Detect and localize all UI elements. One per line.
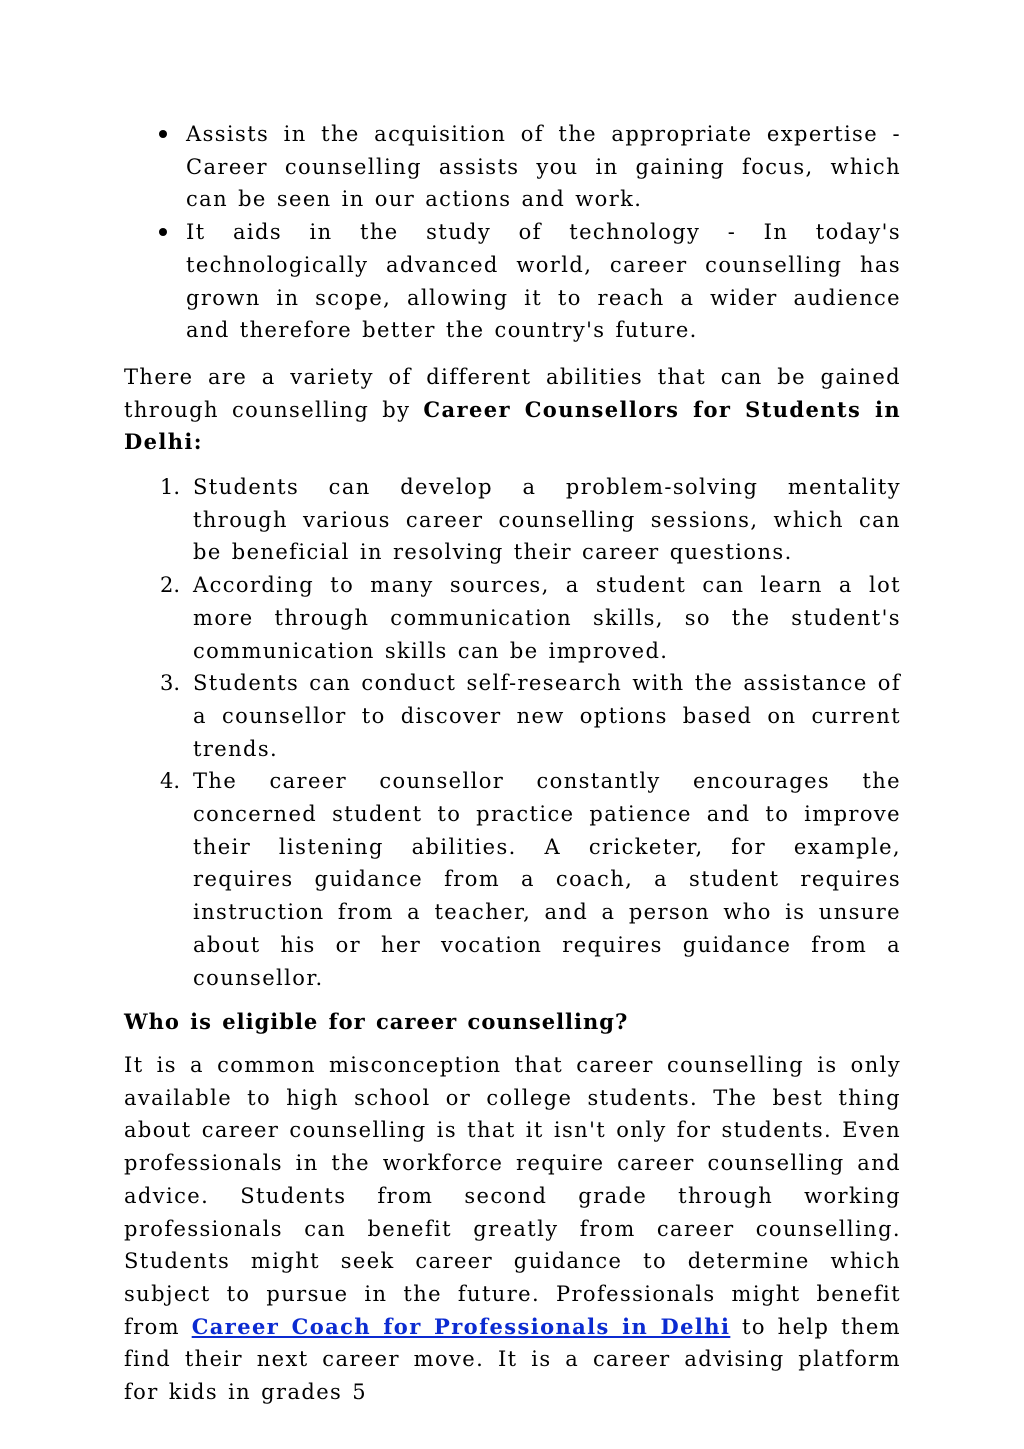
numbered-item	[160, 765, 901, 994]
bullet-text: It aids in the study of technology - In today's technologically advanced world, career counselling has grown in scope, allowing it to reach a wider audience and therefore better the country's future.	[186, 220, 901, 343]
bullet-list	[124, 118, 901, 347]
bullet-text: Assists in the acquisition of the appropriate expertise - Career counselling assists you in gaining focus, which can be seen in our actions and work.	[186, 122, 901, 212]
bullet-dot-icon	[159, 130, 167, 138]
bullet-item	[186, 118, 901, 216]
final-text-after: to help them find their next career move. It is a career advising platform for kids in grades 5	[124, 1314, 901, 1405]
final-text-before: It is a common misconception that career counselling is only available to high school or college students. The best thing about career counselling is that it isn't only for students. Even professionals in the workforce require career counselling and advice. Students from second grade through working professionals can benefit greatly from career counselling. Students might seek career guidance to determine which subject to pursue in the future. Professionals might benefit from	[124, 1052, 901, 1339]
numbered-item	[160, 667, 901, 765]
numbered-list	[124, 471, 901, 994]
section-heading: Who is eligible for career counselling?	[124, 1009, 629, 1035]
item-number: 3.	[160, 671, 181, 696]
intro-text: There are a variety of different abilities that can be gained through counselling by	[124, 364, 901, 422]
bullet-item	[186, 216, 901, 347]
final-paragraph	[124, 1049, 901, 1409]
item-number: 2.	[160, 573, 181, 598]
item-text: Students can conduct self-research with the assistance of a counsellor to discover new options based on current trends.	[193, 671, 901, 761]
numbered-item	[160, 471, 901, 569]
item-number: 1.	[160, 475, 181, 500]
intro-bold-phrase: Career Counsellors for Students in Delhi:	[124, 396, 901, 455]
item-text: Students can develop a problem-solving mentality through various career counselling sessions, which can be beneficial in resolving their career questions.	[193, 475, 901, 565]
career-coach-link[interactable]: Career Coach for Professionals in Delhi	[191, 1313, 731, 1339]
item-text: According to many sources, a student can learn a lot more through communication skills, so the student's communication skills can be improved.	[193, 573, 901, 663]
bullet-dot-icon	[159, 228, 167, 236]
numbered-item	[160, 569, 901, 667]
item-number: 4.	[160, 769, 181, 794]
item-text: The career counsellor constantly encourages the concerned student to practice patience and to improve their listening abilities. A cricketer, for example, requires guidance from a coach, a student requires instruction from a teacher, and a person who is unsure about his or her vocation requires guidance from a counsellor.	[193, 769, 901, 990]
intro-paragraph	[124, 361, 901, 459]
